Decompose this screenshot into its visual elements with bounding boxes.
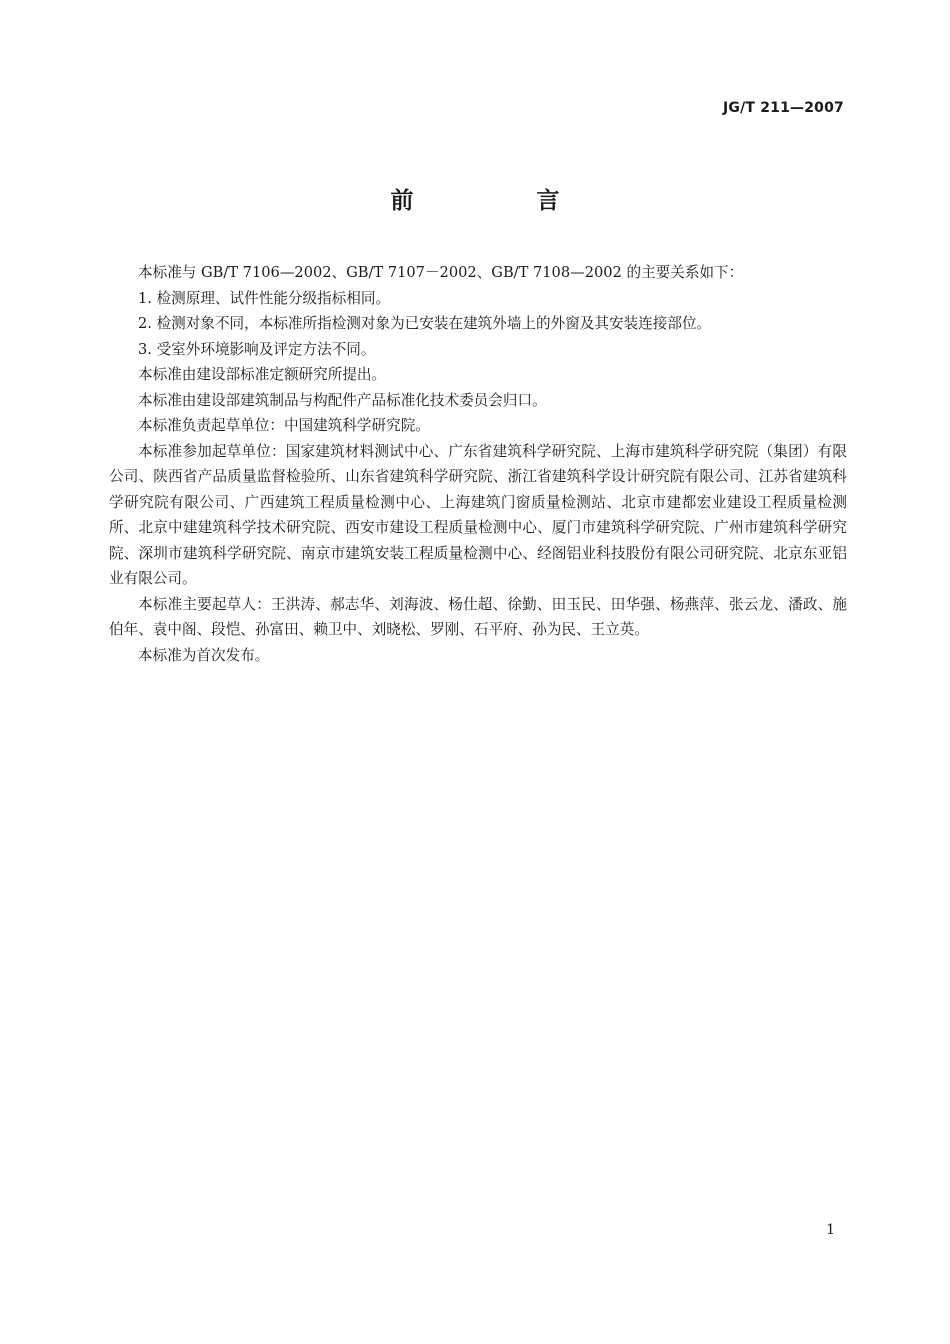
paragraph-relation: 本标准与 GB/T 7106—2002、GB/T 7107－2002、GB/T 7108—2002 的主要关系如下： — [138, 264, 744, 281]
paragraph-participating-units: 本标准参加起草单位：国家建筑材料测试中心、广东省建筑科学研究院、上海市建筑科学研究院（集团）有限公司、陕西省产品质量监督检验所、山东省建筑科学研究院、浙江省建筑科学设计研究院有限公司、江苏省建筑科学研究院有限公司、广西建筑工程质量检测中心、上海建筑门窗质量检测站、北京市建都宏业建设工程质量检测所、北京中建建筑科学技术研究院、西安市建设工程质量检测中心、厦门市建筑科学研究院、广州市建筑科学研究院、深圳市建筑科学研究院、南京市建筑安装工程质量检测中心、经阁铝业科技股份有限公司研究院、北京东亚铝业有限公司。 — [109, 442, 847, 587]
page-title: 前 言 — [390, 188, 610, 214]
paragraph-first-release: 本标准为首次发布。 — [138, 646, 270, 664]
paragraph-item-3: 3. 受室外环境影响及评定方法不同。 — [138, 340, 376, 358]
foreword-body — [109, 260, 847, 668]
standard-code: JG/T 211—2007 — [722, 100, 844, 116]
paragraph-item-2: 2. 检测对象不同，本标准所指检测对象为已安装在建筑外墙上的外窗及其安装连接部位。 — [138, 315, 712, 332]
paragraph-lead-drafter: 本标准负责起草单位：中国建筑科学研究院。 — [138, 417, 430, 434]
paragraph-centralized: 本标准由建设部建筑制品与构配件产品标准化技术委员会归口。 — [138, 391, 547, 409]
page-number: 1 — [826, 1222, 835, 1238]
paragraph-proposer: 本标准由建设部标准定额研究所提出。 — [138, 366, 387, 383]
paragraph-main-drafters: 本标准主要起草人：王洪涛、郝志华、刘海波、杨仕超、徐勤、田玉民、田华强、杨燕萍、张云龙、潘政、施伯年、袁中阁、段恺、孙富田、赖卫中、刘晓松、罗刚、石平府、孙为民、王立英。 — [109, 595, 847, 638]
paragraph-item-1: 1. 检测原理、试件性能分级指标相同。 — [138, 289, 391, 307]
